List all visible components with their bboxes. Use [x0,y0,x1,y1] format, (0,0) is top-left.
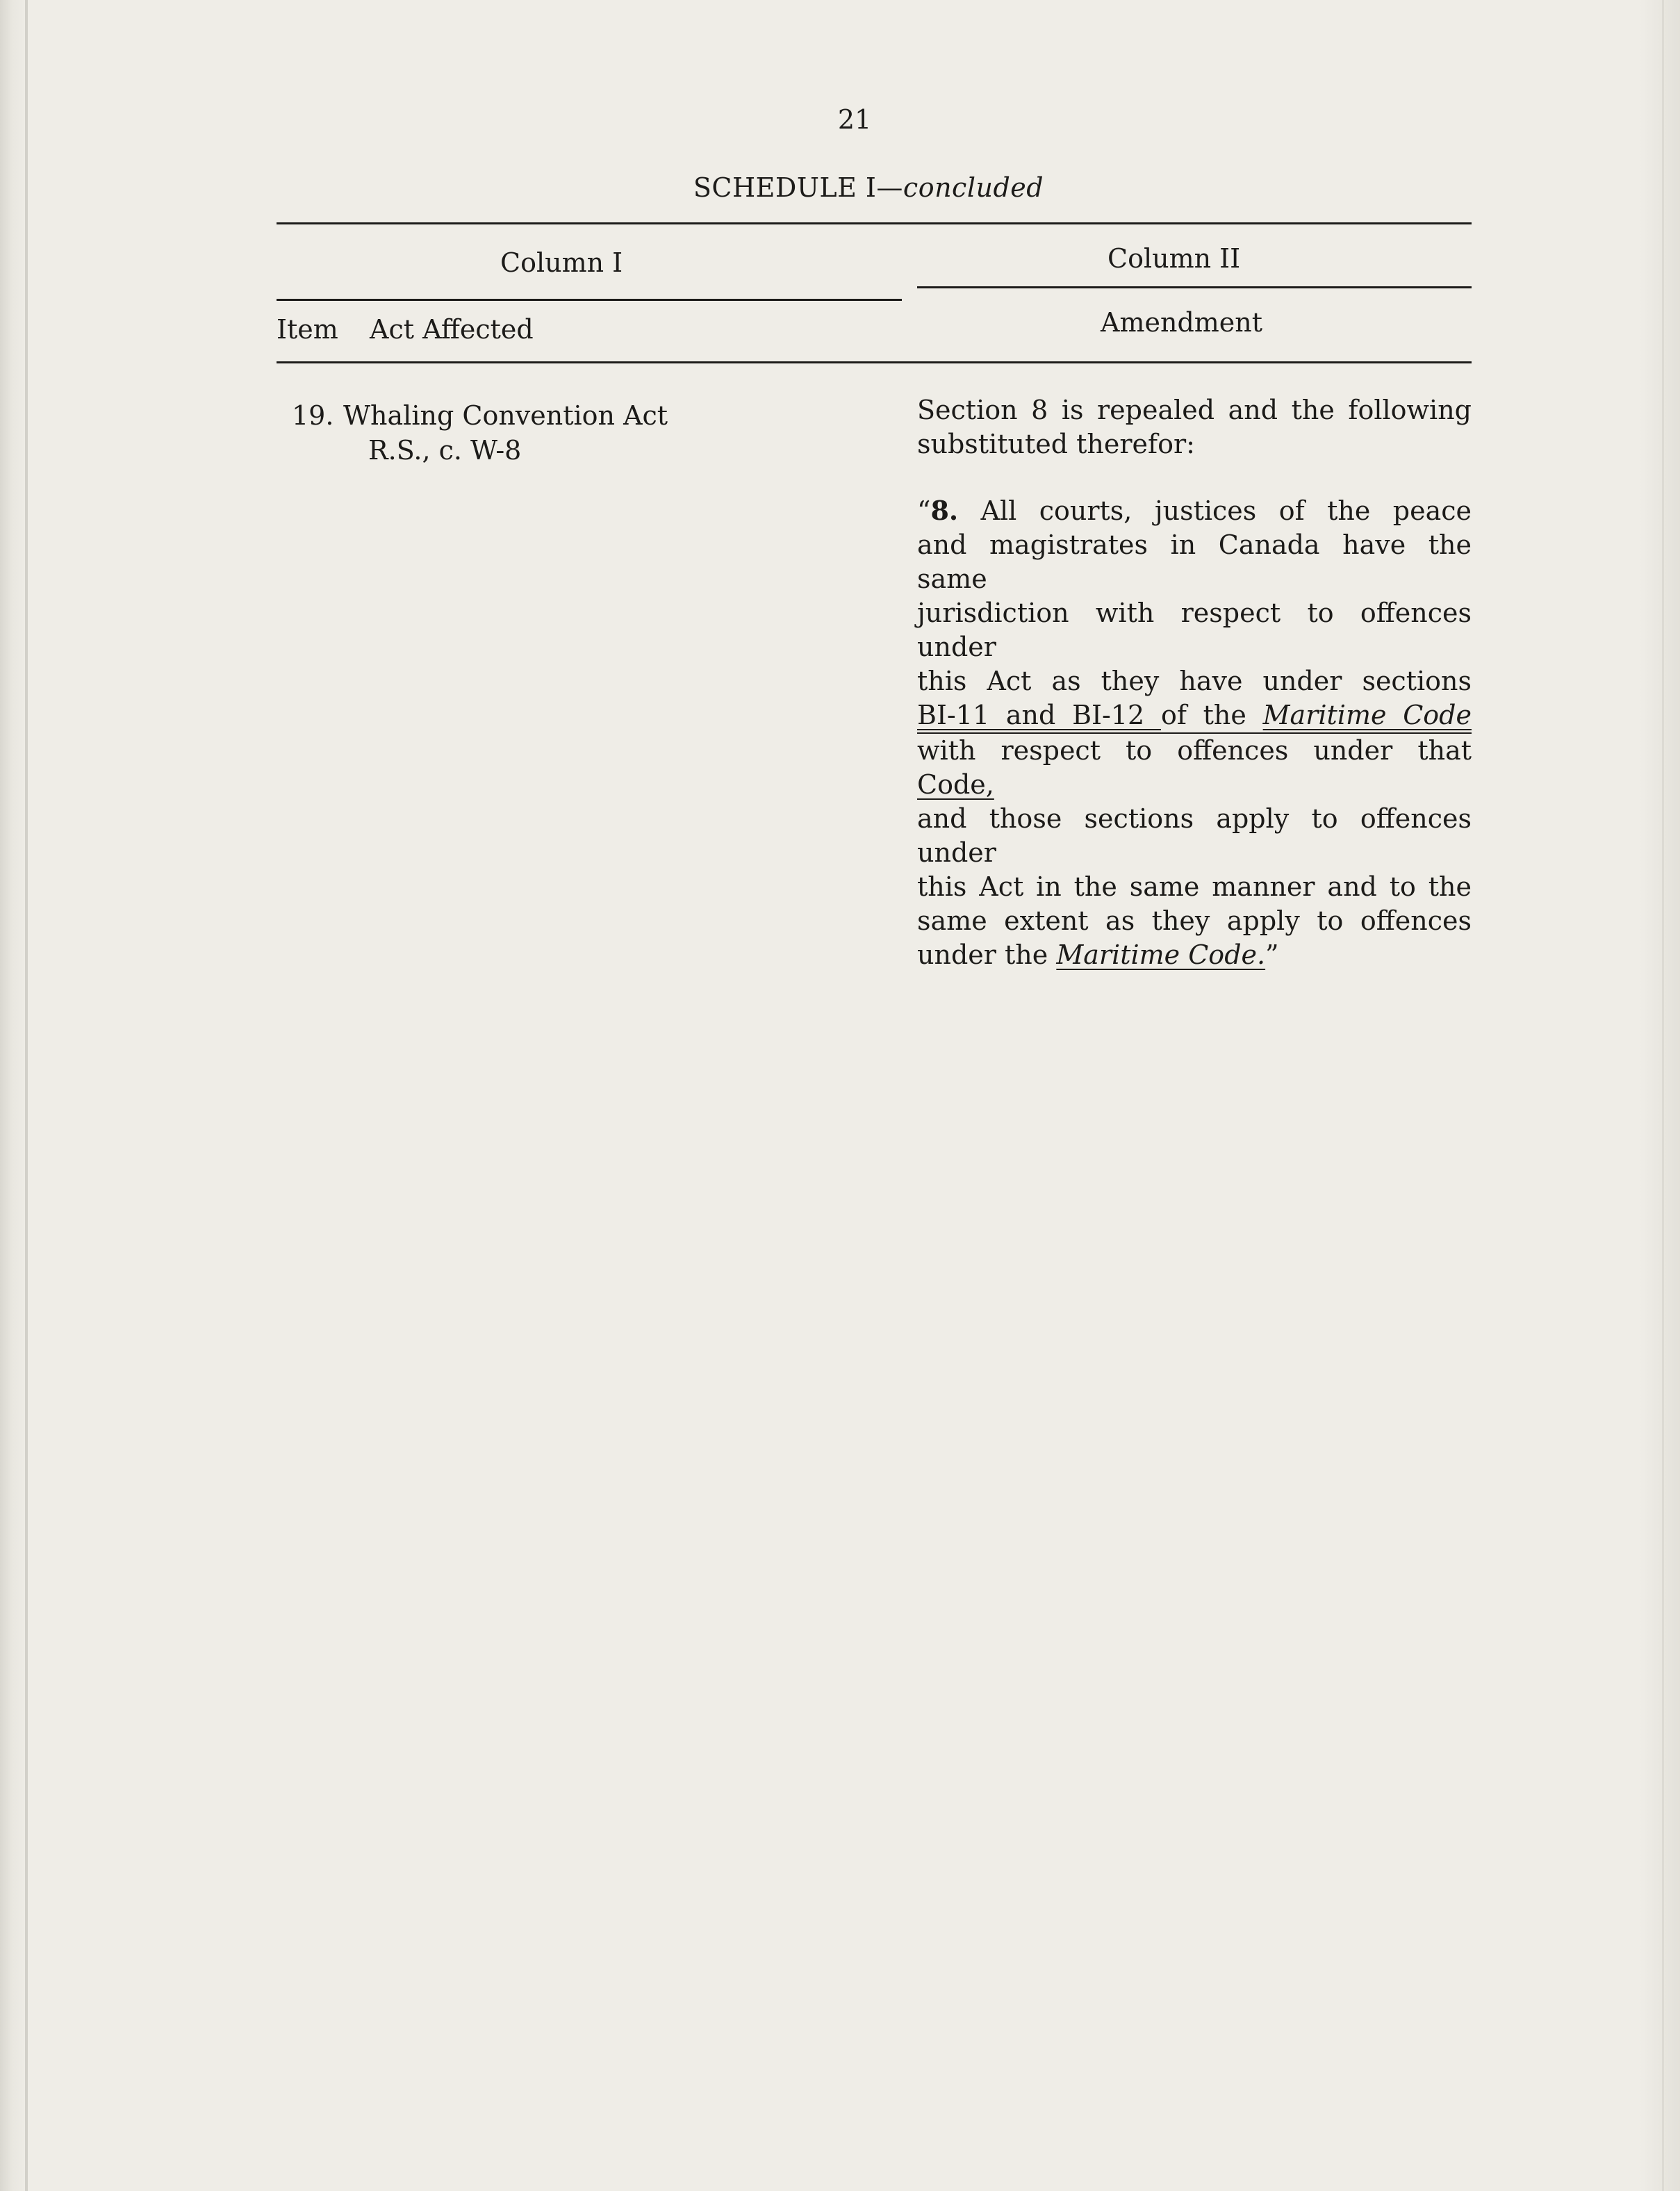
schedule-title-italic: concluded [903,172,1044,203]
section-line [917,732,1472,802]
section-line: and magistrates in Canada have the same [917,530,1472,594]
section-number: 8. [930,495,959,526]
section-line: same extent as they apply to offences [917,905,1472,936]
section-line-text: All courts, justices of the peace [958,495,1472,526]
maritime-code-ref: Maritime Code [1262,700,1472,730]
section-line: jurisdiction with respect to offences under [917,598,1472,662]
act-citation: R.S., c. W-8 [368,435,522,466]
amendment-intro-line: Section 8 is repealed and the following [917,395,1472,425]
section-line [917,938,1472,972]
amendment-heading: Amendment [1101,307,1263,338]
act-affected-heading: Act Affected [370,314,534,345]
section-line-text: of the [1160,700,1263,730]
quote-close: ” [1265,939,1279,970]
page-edge-right [1662,0,1664,2191]
column-ii-rule [917,286,1472,288]
page-edge-left [25,0,28,2191]
section-line-text: under the [917,939,1057,970]
item-heading: Item [277,314,338,345]
column-i-heading: Column I [500,247,623,278]
amendment-intro-line: substituted therefor: [917,429,1195,459]
header-bottom-rule [277,361,1472,363]
amended-section-text [917,493,1472,972]
column-ii-heading: Column II [1107,243,1241,274]
schedule-title [625,172,1112,203]
section-line [917,493,1472,528]
quote-open: “ [917,495,931,526]
page-number: 21 [837,104,872,135]
amendment-intro [917,393,1472,461]
section-line [917,698,1472,732]
column-i-rule [277,299,902,301]
schedule-title-main: SCHEDULE I— [693,172,903,203]
section-line: this Act as they have under sections [917,666,1472,696]
code-ref: Code, [917,769,994,800]
section-line: and those sections apply to offences under [917,803,1472,868]
section-line-text: with respect to offences under that [917,735,1472,766]
section-line: this Act in the same manner and to the [917,871,1472,902]
table-top-rule [277,222,1472,224]
item-number: 19. [292,400,334,431]
maritime-code-ref: Maritime Code. [1056,939,1266,970]
underlined-sections: BI-11 and BI-12 [917,700,1161,730]
act-name: Whaling Convention Act [343,400,668,431]
